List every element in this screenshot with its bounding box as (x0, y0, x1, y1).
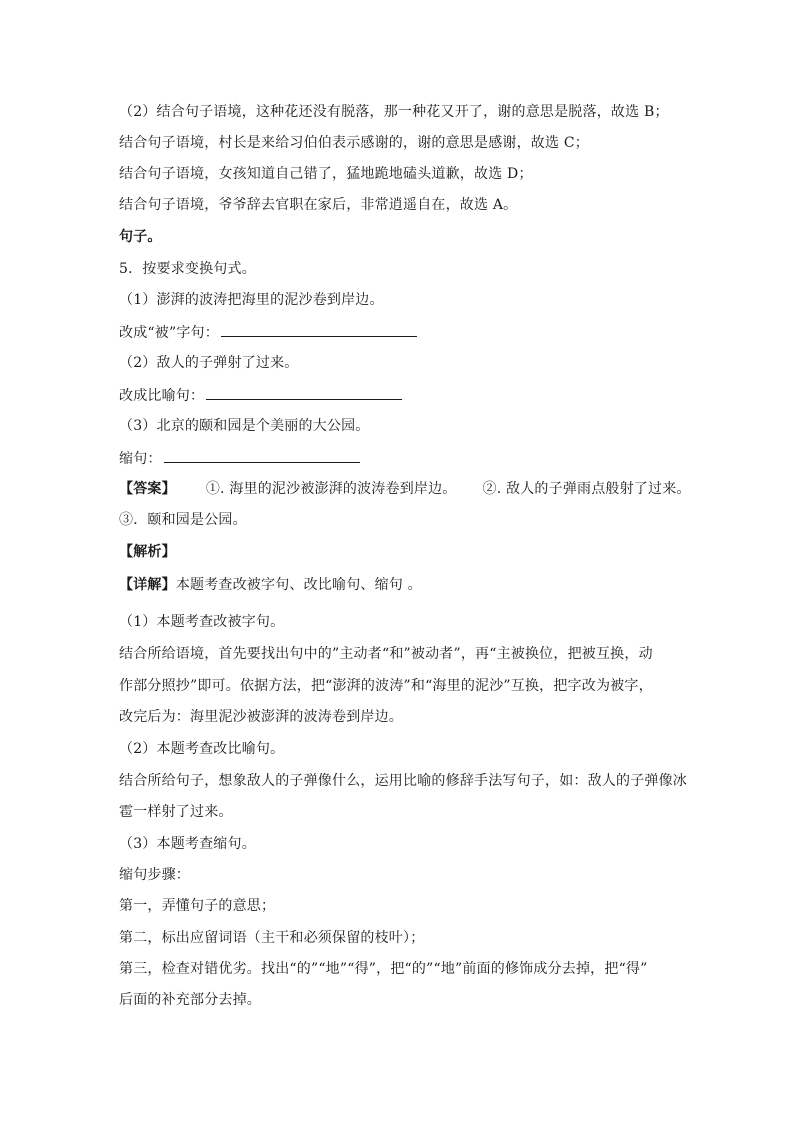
detail-tag: 【详解】 (119, 577, 176, 593)
text-line: 第一，弄懂句子的意思； (119, 898, 276, 914)
detail-text: 本题考查改被字句、改比喻句、缩句 。 (175, 577, 422, 593)
text-line: （3）本题考查缩句。 (119, 836, 256, 852)
text-line: 改完后为：海里泥沙被澎湃的波涛卷到岸边。 (119, 709, 403, 725)
question-prompt (119, 385, 684, 406)
text-line: 结合句子语境，爷爷辞去官职在家后，非常逍遥自在，故选 A。 (119, 197, 518, 213)
analysis-tag: 【解析】 (119, 544, 176, 560)
answer-tag: 【答案】 (119, 481, 176, 497)
prompt-label: 缩句： (119, 451, 162, 467)
text-line: 后面的补充部分去掉。 (119, 992, 261, 1008)
text-line: 句子。 (119, 229, 162, 245)
text-line: 作部分照抄”即可。依据方法，把“澎湃的波涛”和“海里的泥沙”互换，把字改为被字， (119, 678, 653, 694)
text-line: 缩句步骤： (119, 867, 190, 883)
text-line: 结合句子语境，村长是来给习伯伯表示感谢的，谢的意思是感谢，故选 C； (119, 135, 589, 151)
text-line: （1）本题考查改被字句。 (119, 614, 285, 630)
text-line: 结合所给句子，想象敌人的子弹像什么，运用比喻的修辞手法写句子，如：敌人的子弹像冰 (119, 773, 687, 789)
text-line: （2）本题考查改比喻句。 (119, 741, 285, 757)
answer-item: ③．颐和园是公园。 (119, 512, 247, 528)
text-line: 第二，标出应留词语（主干和必须保留的枝叶）； (119, 930, 425, 946)
text-line: 结合句子语境，女孩知道自己错了，猛地跪地磕头道歉，故选 D； (119, 166, 533, 182)
text-line: 第三，检查对错优劣。找出“的”“地”“得”，把“的”“地”前面的修饰成分去掉，把“得” (119, 961, 648, 977)
question-title: 5．按要求变换句式。 (119, 261, 256, 277)
text-line: 结合所给语境，首先要找出句中的”主动者“和”被动者”，再“主被换位，把被互换，动 (119, 646, 653, 662)
answer-item: ①. 海里的泥沙被澎湃的波涛卷到岸边。 (205, 481, 457, 497)
prompt-label: 改成比喻句： (119, 388, 205, 404)
answer-line (119, 479, 691, 499)
question-item: （1）澎湃的波涛把海里的泥沙卷到岸边。 (119, 292, 384, 308)
prompt-label: 改成“被”字句： (119, 325, 219, 341)
question-item: （2）敌人的子弹射了过来。 (119, 355, 299, 371)
text-line: 雹一样射了过来。 (119, 804, 233, 820)
question-prompt (119, 322, 684, 343)
question-prompt (119, 448, 684, 469)
answer-blank[interactable] (206, 385, 402, 400)
text-line: （2）结合句子语境，这种花还没有脱落，那一种花又开了，谢的意思是脱落，故选 B； (119, 104, 669, 120)
answer-item: ②. 敌人的子弹雨点般射了过来。 (482, 481, 691, 497)
detail-line (119, 575, 684, 595)
answer-blank[interactable] (164, 448, 360, 463)
question-item: （3）北京的颐和园是个美丽的大公园。 (119, 418, 370, 434)
answer-blank[interactable] (221, 322, 417, 337)
